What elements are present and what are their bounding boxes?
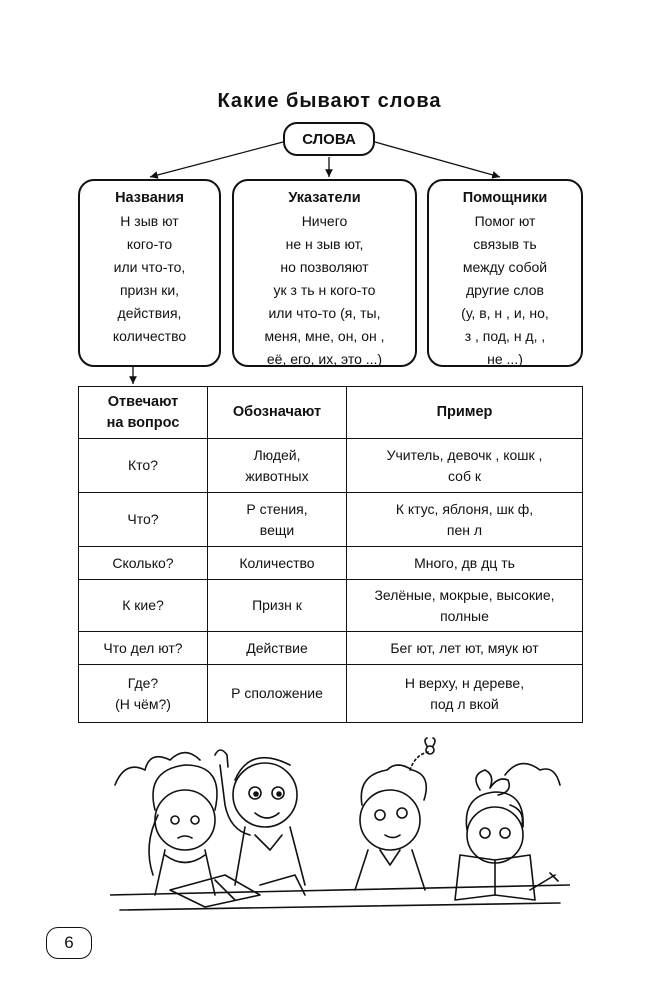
- category-line: другие слов: [466, 282, 544, 298]
- category-line: ук з ть н кого-то: [273, 282, 376, 298]
- cell-meaning: Действие: [208, 632, 347, 665]
- category-title: Названия: [115, 190, 184, 206]
- category-line: кого-то: [126, 236, 173, 252]
- cell-example: Много, дв дц ть: [347, 547, 583, 580]
- category-line: или что-то (я, ты,: [268, 305, 381, 321]
- cell-question: Кто?: [79, 439, 208, 493]
- cell-example: Учитель, девочк , кошк , соб к: [347, 439, 583, 493]
- category-pointers-box: [232, 179, 417, 367]
- cell-meaning: Р сположение: [208, 665, 347, 723]
- cell-question: Сколько?: [79, 547, 208, 580]
- cell-meaning: Призн к: [208, 580, 347, 632]
- cell-example: Н верху, н дереве, под л вкой: [347, 665, 583, 723]
- cell-example: К ктус, яблоня, шк ф, пен л: [347, 493, 583, 547]
- category-line: её, его, их, это ...): [266, 351, 383, 367]
- table-row: [79, 632, 583, 665]
- category-line: Н зыв ют: [120, 213, 179, 229]
- header-example: Пример: [347, 387, 583, 439]
- category-line: меня, мне, он, он ,: [264, 328, 385, 344]
- category-line: (у, в, н , и, но,: [461, 305, 549, 321]
- header-meaning: Обозначают: [208, 387, 347, 439]
- table-header-row: [79, 387, 583, 439]
- category-line: действия,: [117, 305, 182, 321]
- cell-meaning: Людей, животных: [208, 439, 347, 493]
- category-line: з , под, н д, ,: [464, 328, 546, 344]
- category-line: Ничего: [301, 213, 348, 229]
- category-names-box: [78, 179, 221, 367]
- category-line: или что-то,: [113, 259, 186, 275]
- category-line: не н зыв ют,: [285, 236, 364, 252]
- children-at-desk-illustration: [110, 735, 570, 930]
- root-words-box: СЛОВА: [283, 122, 375, 156]
- cell-question: Что дел ют?: [79, 632, 208, 665]
- category-line: количество: [112, 328, 187, 344]
- table-row: [79, 439, 583, 493]
- category-line: между собой: [462, 259, 548, 275]
- cell-example: Зелёные, мокрые, высокие, полные: [347, 580, 583, 632]
- table-row: [79, 493, 583, 547]
- category-line: но позволяют: [280, 259, 369, 275]
- category-line: связыв ть: [473, 236, 537, 252]
- table-row: [79, 665, 583, 723]
- cell-meaning: Р стения, вещи: [208, 493, 347, 547]
- category-title: Помощники: [462, 190, 548, 206]
- table-row: [79, 580, 583, 632]
- cell-meaning: Количество: [208, 547, 347, 580]
- table-row: [79, 547, 583, 580]
- cell-question: Где? (Н чём?): [79, 665, 208, 723]
- word-types-table: [78, 386, 583, 723]
- category-title: Указатели: [288, 190, 361, 206]
- cell-question: К кие?: [79, 580, 208, 632]
- category-helpers-box: [427, 179, 583, 367]
- category-line: призн ки,: [119, 282, 180, 298]
- category-line: Помог ют: [474, 213, 536, 229]
- page-title: Какие бывают слова: [217, 90, 442, 112]
- cell-example: Бег ют, лет ют, мяук ют: [347, 632, 583, 665]
- category-line: не ...): [487, 351, 523, 367]
- cell-question: Что?: [79, 493, 208, 547]
- page-number: 6: [46, 927, 92, 959]
- header-question: Отвечают на вопрос: [79, 387, 208, 439]
